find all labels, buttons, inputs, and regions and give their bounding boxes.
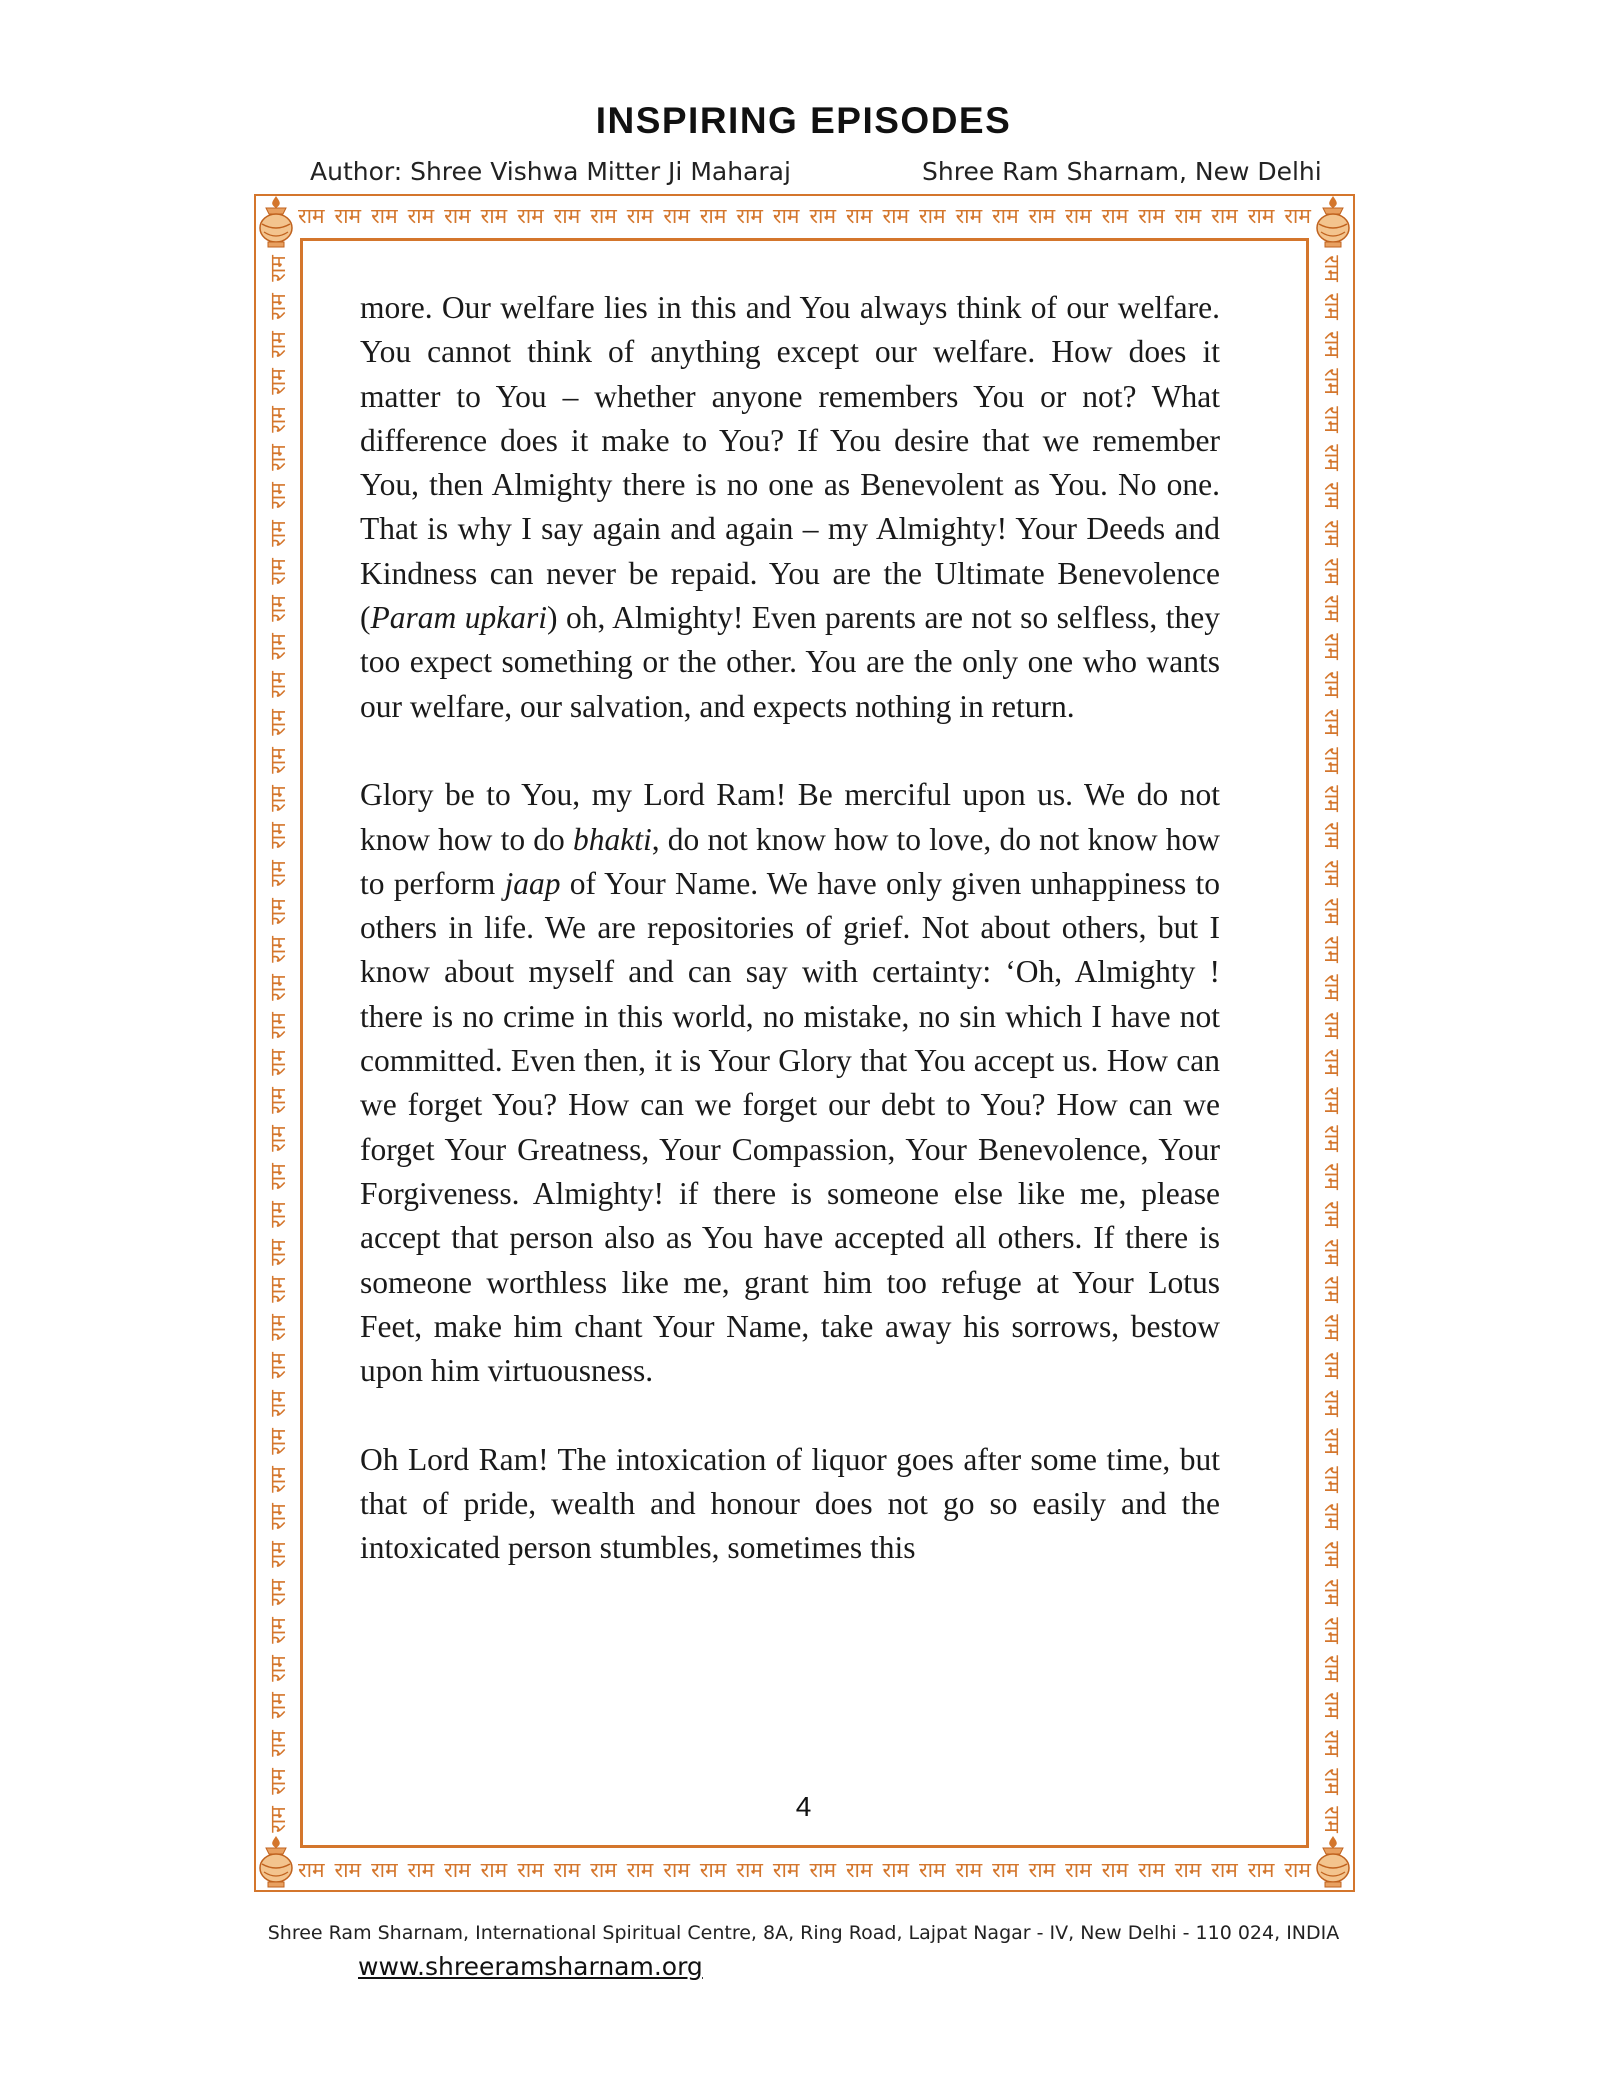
paragraph-text: Oh Lord Ram! The intoxication of liquor goes after some time, but that of pride, wealth and honour does not go so easily and the intoxicated person stumbles, sometimes this — [360, 1441, 1220, 1566]
border-ram-word: राम — [1319, 330, 1344, 358]
border-ram-word: राम — [809, 1857, 837, 1882]
border-ram-word: राम — [265, 1503, 290, 1531]
border-ram-word: राम — [265, 1087, 290, 1115]
border-ram-word: राम — [1319, 1579, 1344, 1606]
border-ram-word: राम — [265, 1427, 290, 1455]
border-ram-word: राम — [265, 1692, 290, 1720]
border-ram-word: राम — [1319, 595, 1344, 623]
border-ram-word: राम — [1319, 936, 1344, 963]
border-ram-word: राम — [1319, 822, 1344, 850]
border-ram-word: राम — [1319, 860, 1344, 888]
kalash-icon — [1313, 194, 1353, 250]
border-ram-word: राम — [1319, 406, 1344, 434]
paragraph-text: of Your Name. We have only given unhappiness to others in life. We are repositories of grief. Not about others, but I know about myself and can say with certainty: ‘Oh, Almighty ! there is no crime in this world, no mistake, no sin which I have not committed. Even then, it is Your Glory that You accept us. How can we forget You? How can we forget our debt to You? How can we forget Your Greatness, Your Compassion, Your Benevolence, Your Forgiveness. Almighty! if there is someone else like me, please accept that person also as You have accepted all others. If there is someone worthless like me, grant him too refuge at Your Lotus Feet, make him chant Your Name, take away his sorrows, bestow upon him virtuousness. — [360, 865, 1220, 1389]
paragraph-text: , do not know how to love, do not know how to perform — [360, 821, 1220, 901]
border-ram-word: राम — [1211, 203, 1238, 228]
border-ram-word: राम — [265, 1125, 290, 1152]
border-ram-word: राम — [265, 936, 290, 963]
border-ram-word: राम — [1319, 1238, 1344, 1266]
border-ram-word: राम — [553, 203, 581, 228]
border-ram-word: राम — [265, 368, 290, 396]
kalash-icon — [256, 194, 296, 250]
border-ram-word: राम — [1319, 1730, 1344, 1758]
border-ram-word: राम — [1174, 1857, 1202, 1882]
border-ram-word: राम — [298, 1857, 325, 1882]
border-ram-word: राम — [1319, 1465, 1344, 1493]
border-ram-word: राम — [1284, 203, 1311, 228]
border-ram-word: राम — [265, 1541, 290, 1568]
border-right-ram-column — [1311, 255, 1351, 1833]
border-ram-word: राम — [553, 1857, 581, 1882]
author-line: Author: Shree Vishwa Mitter Ji Maharaj — [310, 157, 791, 186]
border-ram-word: राम — [1101, 1857, 1129, 1882]
border-ram-word: राम — [265, 1579, 290, 1606]
border-ram-word: राम — [265, 557, 290, 585]
border-ram-word: राम — [1319, 1617, 1344, 1644]
border-ram-word: राम — [992, 1857, 1019, 1882]
border-ram-word: राम — [1319, 1692, 1344, 1720]
border-ram-word: राम — [334, 1857, 362, 1882]
organization-line: Shree Ram Sharnam, New Delhi — [922, 157, 1322, 186]
paragraph — [360, 286, 1220, 729]
border-ram-word: राम — [265, 1730, 290, 1758]
border-left-ram-column — [258, 255, 298, 1833]
border-ram-word: राम — [772, 1857, 800, 1882]
border-ram-word: राम — [590, 1857, 617, 1882]
border-ram-word: राम — [265, 1654, 290, 1682]
border-ram-word: राम — [1319, 293, 1344, 320]
border-ram-word: राम — [882, 203, 910, 228]
border-ram-word: राम — [809, 203, 837, 228]
border-ram-word: राम — [1319, 1503, 1344, 1531]
border-ram-word: राम — [480, 203, 508, 228]
border-ram-word: राम — [955, 1857, 983, 1882]
page-number: 4 — [795, 1791, 812, 1822]
border-ram-word: राम — [265, 255, 290, 282]
border-ram-word: राम — [1319, 444, 1344, 471]
border-ram-word: राम — [265, 406, 290, 434]
border-ram-word: राम — [334, 203, 362, 228]
border-ram-word: राम — [919, 203, 946, 228]
border-ram-word: राम — [407, 1857, 435, 1882]
border-ram-word: राम — [882, 1857, 910, 1882]
border-ram-word: राम — [1319, 557, 1344, 585]
border-ram-word: राम — [1319, 671, 1344, 698]
border-ram-word: राम — [265, 973, 290, 1001]
border-ram-word: राम — [736, 203, 763, 228]
border-ram-word: राम — [1319, 1011, 1344, 1039]
italic-term: bhakti — [572, 821, 652, 857]
border-ram-word: राम — [265, 1617, 290, 1644]
border-ram-word: राम — [371, 1857, 398, 1882]
border-ram-word: राम — [265, 860, 290, 888]
kalash-icon — [1313, 1834, 1353, 1890]
paragraph-text: Glory be to You, my Lord Ram! Be merciful upon us. We do not know how to do — [360, 777, 1220, 857]
paragraph — [360, 1438, 1220, 1571]
border-ram-word: राम — [265, 520, 290, 547]
border-ram-word: राम — [1319, 1352, 1344, 1379]
border-ram-word: राम — [265, 330, 290, 358]
border-ram-word: राम — [845, 1857, 873, 1882]
border-ram-word: राम — [1319, 973, 1344, 1001]
border-ram-word: राम — [480, 1857, 508, 1882]
border-ram-word: राम — [1319, 1768, 1344, 1795]
border-ram-word: राम — [265, 671, 290, 698]
border-ram-word: राम — [1319, 368, 1344, 396]
border-ram-word: राम — [1319, 1049, 1344, 1077]
border-ram-word: राम — [1138, 203, 1165, 228]
border-ram-word: राम — [1319, 1163, 1344, 1190]
border-ram-word: राम — [626, 1857, 654, 1882]
border-ram-word: राम — [265, 444, 290, 471]
border-ram-word: राम — [1319, 482, 1344, 509]
body-text — [360, 286, 1220, 1615]
border-ram-word: राम — [1101, 203, 1129, 228]
border-ram-word: राम — [265, 482, 290, 509]
page-title: INSPIRING EPISODES — [595, 100, 1012, 141]
border-ram-word: राम — [992, 203, 1019, 228]
border-top-ram-row — [298, 198, 1311, 234]
border-ram-word: राम — [699, 1857, 727, 1882]
border-ram-word: राम — [1319, 1087, 1344, 1115]
border-ram-word: राम — [265, 709, 290, 736]
border-ram-word: राम — [1319, 709, 1344, 736]
border-ram-word: राम — [1319, 746, 1344, 774]
border-ram-word: राम — [590, 203, 617, 228]
border-ram-word: राम — [517, 1857, 544, 1882]
border-ram-word: राम — [444, 203, 471, 228]
border-ram-word: राम — [1028, 1857, 1056, 1882]
paragraph-text: ) oh, Almighty! Even parents are not so selfless, they too expect something or the other. You are the only one who wants our welfare, our salvation, and expects nothing in return. — [360, 600, 1220, 724]
paragraph — [360, 773, 1220, 1393]
italic-term: jaap — [504, 865, 561, 901]
border-ram-word: राम — [1319, 255, 1344, 282]
border-ram-word: राम — [1319, 633, 1344, 661]
border-ram-word: राम — [517, 203, 544, 228]
border-ram-word: राम — [265, 1352, 290, 1379]
border-ram-word: राम — [736, 1857, 763, 1882]
border-ram-word: राम — [371, 203, 398, 228]
border-ram-word: राम — [265, 1011, 290, 1039]
border-ram-word: राम — [772, 203, 800, 228]
footer-address: Shree Ram Sharnam, International Spiritual Centre, 8A, Ring Road, Lajpat Nagar - IV, New Delhi - 110 024, INDIA — [267, 1922, 1340, 1944]
border-ram-word: राम — [1319, 1541, 1344, 1568]
border-ram-word: राम — [265, 293, 290, 320]
border-ram-word: राम — [1319, 1806, 1344, 1833]
border-ram-word: राम — [265, 1238, 290, 1266]
border-ram-word: राम — [265, 822, 290, 850]
paragraph-text: more. Our welfare lies in this and You always think of our welfare. You cannot think of anything except our welfare. How does it matter to You – whether anyone remembers You or not? What difference does it make to You? If You desire that we remember You, then Almighty there is no one as Benevolent as You. No one. That is why I say again and again – my Almighty! Your Deeds and Kindness can never be repaid. You are the Ultimate Benevolence ( — [360, 290, 1220, 636]
border-ram-word: राम — [1065, 203, 1092, 228]
italic-term: Param upkari — [370, 600, 547, 636]
border-ram-word: राम — [265, 784, 290, 812]
border-ram-word: राम — [663, 203, 690, 228]
border-ram-word: राम — [1319, 898, 1344, 925]
kalash-icon — [256, 1834, 296, 1890]
border-ram-word: राम — [265, 1465, 290, 1493]
border-ram-word: राम — [265, 1276, 290, 1304]
border-ram-word: राम — [1065, 1857, 1092, 1882]
border-ram-word: राम — [1319, 1125, 1344, 1152]
border-ram-word: राम — [265, 1163, 290, 1190]
border-ram-word: राम — [845, 203, 873, 228]
border-ram-word: राम — [1028, 203, 1056, 228]
border-ram-word: राम — [265, 633, 290, 661]
border-ram-word: राम — [1174, 203, 1202, 228]
border-ram-word: राम — [699, 203, 727, 228]
border-ram-word: राम — [265, 1314, 290, 1341]
border-ram-word: राम — [265, 746, 290, 774]
border-ram-word: राम — [1319, 1390, 1344, 1417]
border-ram-word: राम — [298, 203, 325, 228]
border-ram-word: राम — [1319, 1427, 1344, 1455]
border-ram-word: राम — [1247, 203, 1275, 228]
border-ram-word: राम — [265, 595, 290, 623]
border-ram-word: राम — [1319, 784, 1344, 812]
border-ram-word: राम — [407, 203, 435, 228]
border-ram-word: राम — [265, 1390, 290, 1417]
border-ram-word: राम — [444, 1857, 471, 1882]
website-link[interactable]: www.shreeramsharnam.org — [358, 1952, 703, 1981]
border-ram-word: राम — [1319, 1200, 1344, 1228]
border-ram-word: राम — [1247, 1857, 1275, 1882]
border-ram-word: राम — [265, 1768, 290, 1795]
border-ram-word: राम — [663, 1857, 690, 1882]
border-ram-word: राम — [1211, 1857, 1238, 1882]
border-ram-word: राम — [919, 1857, 946, 1882]
border-ram-word: राम — [265, 1049, 290, 1077]
border-ram-word: राम — [626, 203, 654, 228]
border-ram-word: राम — [265, 898, 290, 925]
border-ram-word: राम — [265, 1200, 290, 1228]
border-ram-word: राम — [1319, 1314, 1344, 1341]
border-ram-word: राम — [1138, 1857, 1165, 1882]
border-ram-word: राम — [1284, 1857, 1311, 1882]
border-bottom-ram-row — [298, 1852, 1311, 1888]
border-ram-word: राम — [265, 1806, 290, 1833]
border-ram-word: राम — [1319, 1654, 1344, 1682]
border-ram-word: राम — [1319, 520, 1344, 547]
border-ram-word: राम — [955, 203, 983, 228]
border-ram-word: राम — [1319, 1276, 1344, 1304]
